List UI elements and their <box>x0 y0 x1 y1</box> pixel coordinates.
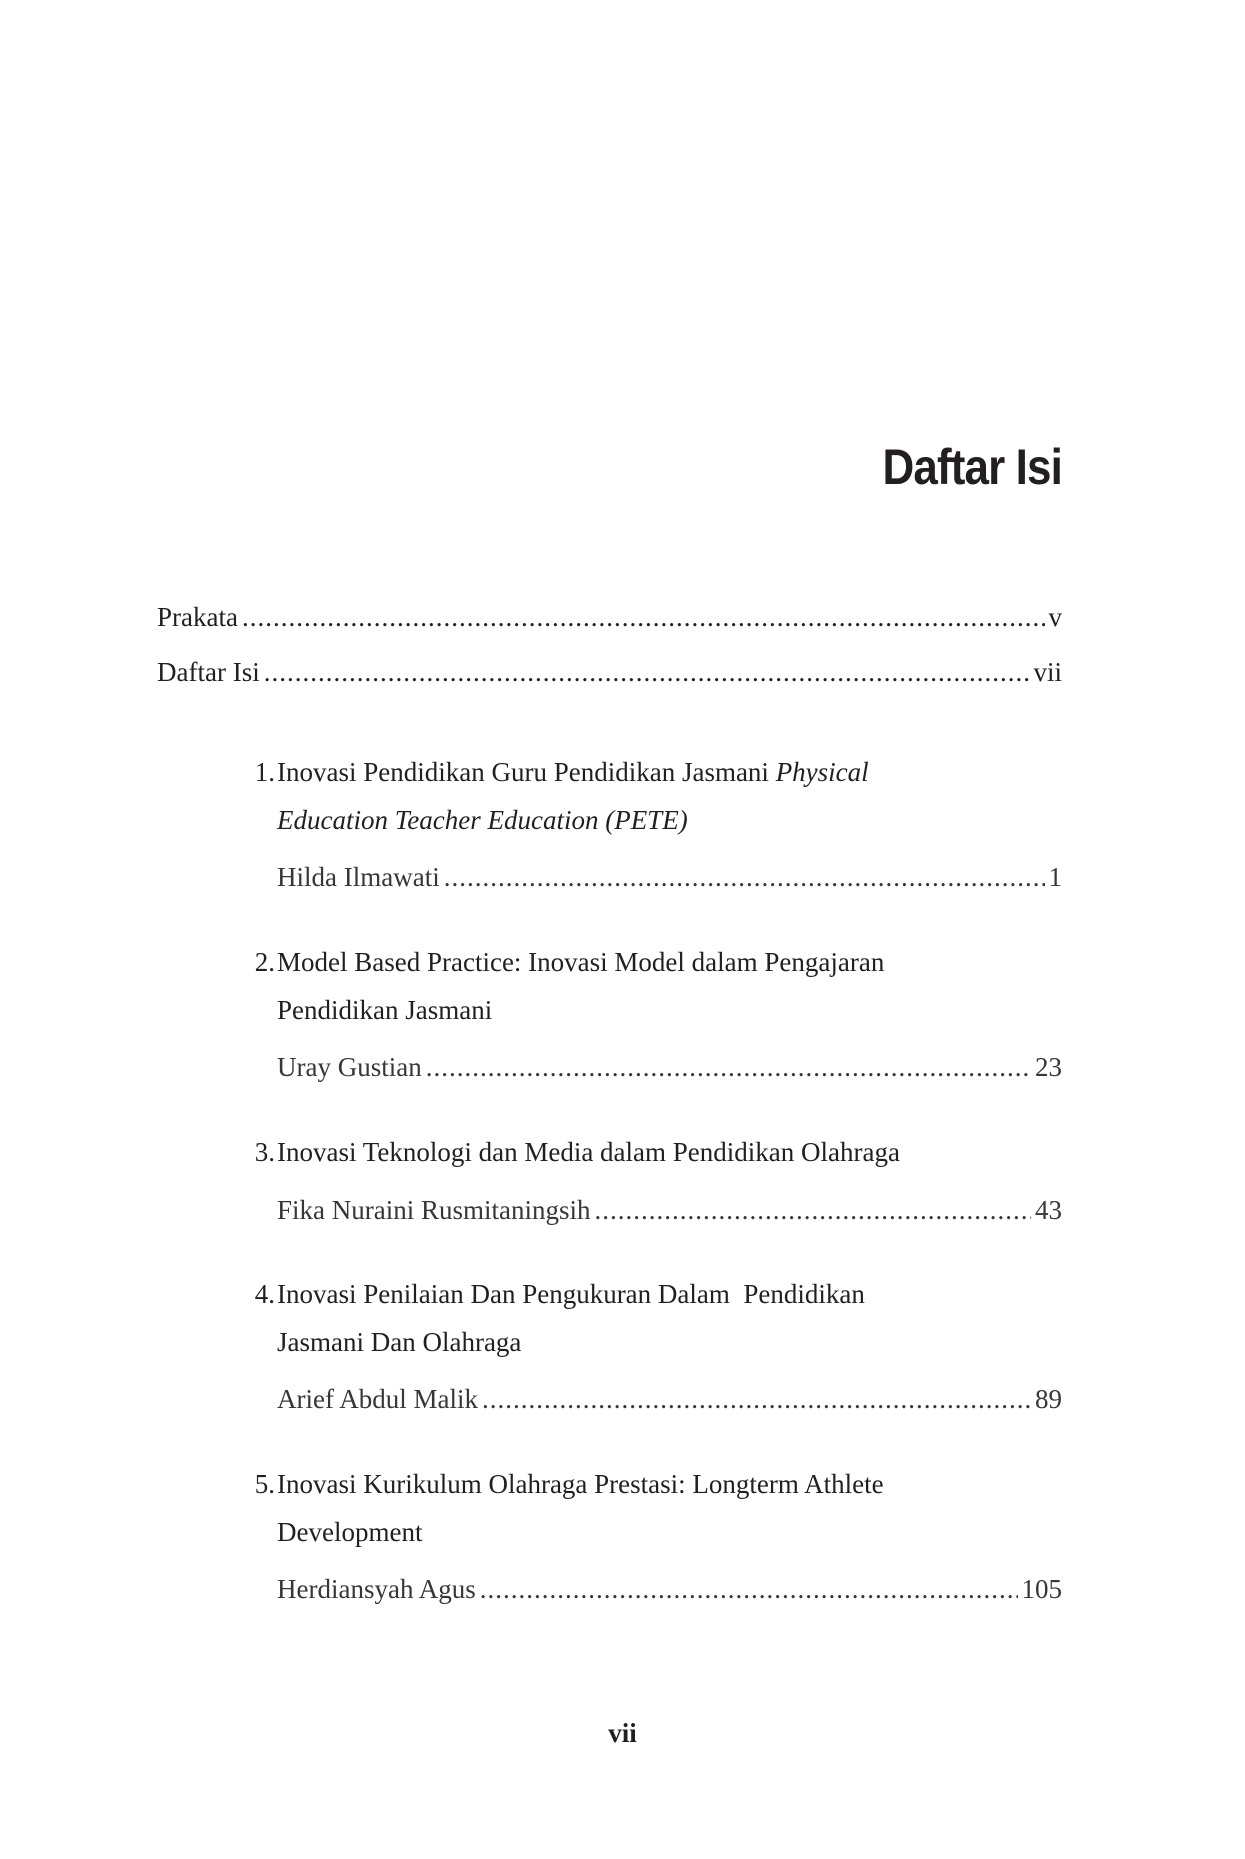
chapter-title-text: Inovasi Pendidikan Guru Pendidikan Jasmani <box>277 757 776 787</box>
chapter-number: 3. <box>254 1137 275 1167</box>
chapter-author: Arief Abdul Malik <box>277 1384 478 1414</box>
chapter-1-title[interactable] <box>235 748 995 844</box>
chapter-page: 105 <box>1021 1574 1062 1604</box>
dot-leader <box>242 600 1045 634</box>
chapter-number: 1. <box>254 757 275 787</box>
chapter-number: 2. <box>254 947 275 977</box>
toc-entry-label: Daftar Isi <box>157 657 260 687</box>
dot-leader <box>595 1193 1032 1227</box>
toc-entry-page: vii <box>1033 657 1062 687</box>
chapter-author: Uray Gustian <box>277 1052 422 1082</box>
chapter-title <box>277 1460 995 1556</box>
chapter-author: Fika Nuraini Rusmitaningsih <box>277 1195 591 1225</box>
chapter-number: 4. <box>254 1279 275 1309</box>
chapter-author: Hilda Ilmawati <box>277 862 440 892</box>
chapter-title <box>277 1128 995 1176</box>
chapter-title-text: Model Based Practice: Inovasi Model dalam Pengajaran <box>277 947 885 977</box>
chapter-5-title[interactable] <box>235 1460 995 1556</box>
chapter-4-author-entry[interactable] <box>277 1382 1062 1416</box>
chapter-title <box>277 1270 995 1366</box>
chapter-3-author-entry[interactable] <box>277 1193 1062 1227</box>
page-title: Daftar Isi <box>882 439 1062 495</box>
dot-leader <box>480 1572 1018 1606</box>
chapter-page: 89 <box>1035 1384 1062 1414</box>
chapter-title-text: Jasmani Dan Olahraga <box>277 1327 522 1357</box>
chapter-page: 1 <box>1048 862 1062 892</box>
chapter-4-title[interactable] <box>235 1270 995 1366</box>
chapter-page: 23 <box>1035 1052 1062 1082</box>
chapter-title-italic: Education Teacher Education (PETE) <box>277 805 688 835</box>
dot-leader <box>264 655 1030 689</box>
chapter-title-text: Development <box>277 1517 423 1547</box>
chapter-title-text: Pendidikan Jasmani <box>277 995 493 1025</box>
dot-leader <box>426 1050 1031 1084</box>
chapter-1-author-entry[interactable] <box>277 860 1062 894</box>
chapter-title-text: Inovasi Teknologi dan Media dalam Pendidikan Olahraga <box>277 1137 900 1167</box>
chapter-title-text: Inovasi Penilaian Dan Pengukuran Dalam Pendidikan <box>277 1279 865 1309</box>
dot-leader <box>444 860 1045 894</box>
chapter-page: 43 <box>1035 1195 1062 1225</box>
chapter-title <box>277 748 995 844</box>
chapter-2-author-entry[interactable] <box>277 1050 1062 1084</box>
chapter-3-title[interactable] <box>235 1128 995 1176</box>
chapter-title-text: Inovasi Kurikulum Olahraga Prestasi: Longterm Athlete <box>277 1469 884 1499</box>
chapter-author: Herdiansyah Agus <box>277 1574 476 1604</box>
page-number: vii <box>608 1718 637 1748</box>
dot-leader <box>482 1382 1031 1416</box>
toc-entry-prakata[interactable] <box>157 600 1062 634</box>
toc-entry-daftar-isi[interactable] <box>157 655 1062 689</box>
chapter-title-italic: Physical <box>775 757 869 787</box>
chapter-title <box>277 938 995 1034</box>
chapter-5-author-entry[interactable] <box>277 1572 1062 1606</box>
toc-entry-page: v <box>1048 602 1062 632</box>
chapter-number: 5. <box>254 1469 275 1499</box>
toc-entry-label: Prakata <box>157 602 238 632</box>
chapter-2-title[interactable] <box>235 938 995 1034</box>
